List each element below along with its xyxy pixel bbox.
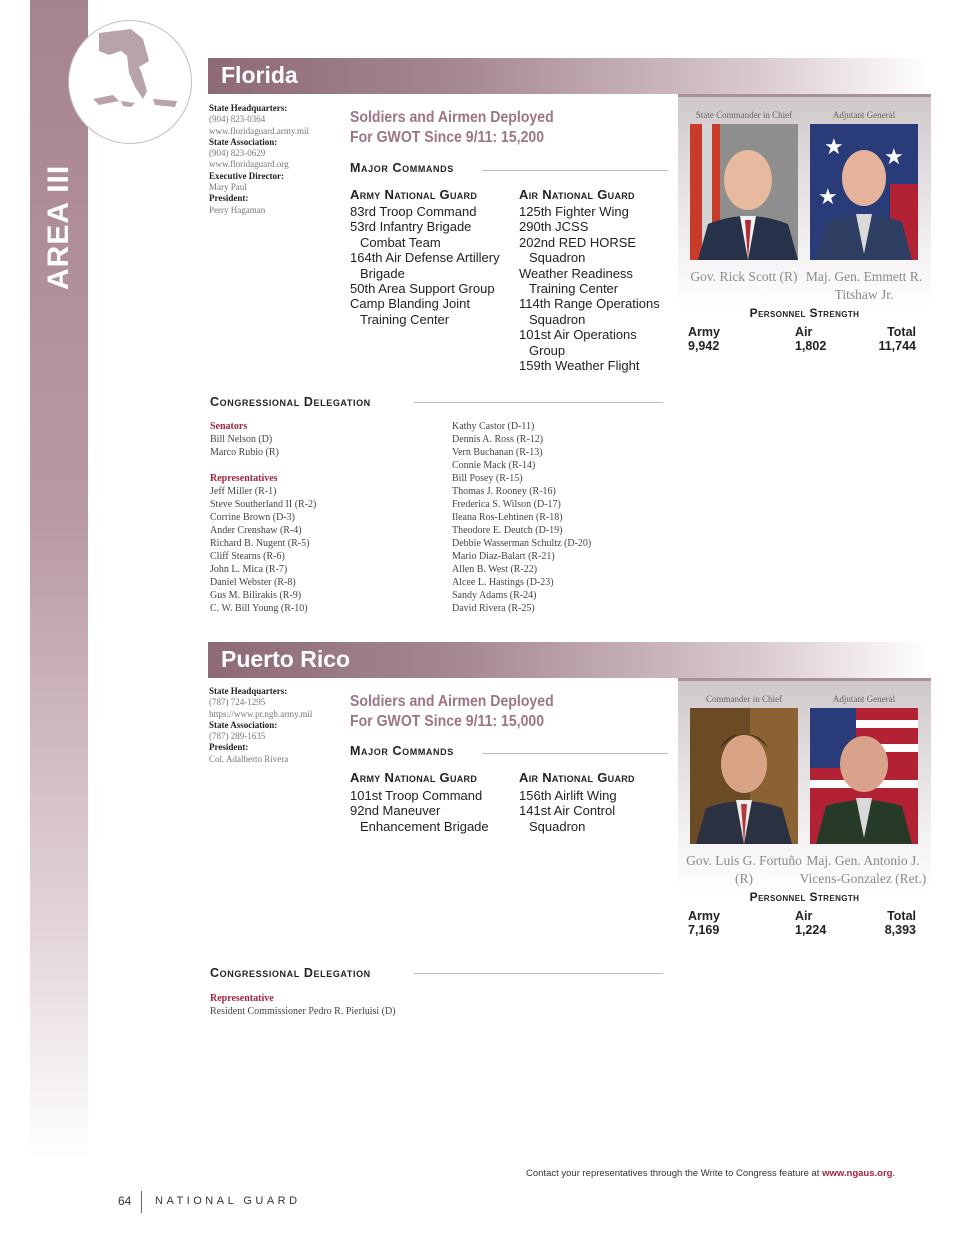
deployed-line-1: Soldiers and Airmen Deployed xyxy=(350,693,554,710)
svg-text:★: ★ xyxy=(884,145,904,170)
svg-text:★: ★ xyxy=(818,185,838,210)
leader-role: Commander in Chief xyxy=(706,694,782,704)
president-label: President: xyxy=(209,742,249,753)
total-strength xyxy=(860,325,916,353)
air-value: 1,224 xyxy=(795,923,827,937)
florida-contact-info xyxy=(209,103,309,216)
governor-name: Gov. Rick Scott (R) xyxy=(690,269,798,284)
personnel-strength-heading: Personnel Strength xyxy=(749,890,860,904)
air-commands-list xyxy=(519,204,674,373)
publication-name: NATIONAL GUARD xyxy=(155,1195,301,1207)
list-item: Bill Nelson (D) xyxy=(210,434,273,445)
adjutant-general-name: Maj. Gen. Emmett R. Titshaw Jr. xyxy=(805,269,923,302)
delegation-column-2 xyxy=(452,420,591,615)
list-item: 92nd Maneuver Enhancement Brigade xyxy=(350,803,489,834)
list-item: Connie Mack (R-14) xyxy=(452,460,536,471)
list-item: Marco Rubio (R) xyxy=(210,447,279,458)
list-item: Daniel Webster (R-8) xyxy=(210,577,296,588)
list-item: Steve Southerland II (R-2) xyxy=(210,499,317,510)
hq-label: State Headquarters: xyxy=(209,103,288,113)
list-item: Bill Posey (R-15) xyxy=(452,473,523,484)
list-item: 290th JCSS xyxy=(519,219,589,235)
army-value: 7,169 xyxy=(688,923,720,937)
list-item: John L. Mica (R-7) xyxy=(210,564,288,575)
adjutant-general-portrait xyxy=(810,708,918,844)
footer-note xyxy=(526,1168,895,1179)
leader-role: State Commander in Chief xyxy=(695,110,793,120)
divider xyxy=(141,1191,142,1213)
list-item: Richard B. Nugent (R-5) xyxy=(210,538,310,549)
list-item: Cliff Stearns (R-6) xyxy=(210,551,285,562)
total-value: 11,744 xyxy=(878,339,916,353)
puerto-rico-banner xyxy=(208,642,930,678)
major-commands-heading: Major Commands xyxy=(350,161,454,175)
army-strength xyxy=(688,325,720,353)
list-item: 53rd Infantry Brigade Combat Team xyxy=(350,219,472,250)
army-commands-list xyxy=(350,204,515,327)
puerto-rico-contact-info xyxy=(209,686,312,765)
hq-website-link[interactable]: www.floridaguard.army.mil xyxy=(209,125,310,136)
air-guard-heading: Air National Guard xyxy=(519,770,635,785)
association-phone: (787) 289-1635 xyxy=(209,731,266,742)
delegation-column-1 xyxy=(210,992,396,1018)
hq-phone: (787) 724-1295 xyxy=(209,697,266,708)
list-item: Kathy Castor (D-11) xyxy=(452,421,535,432)
air-label: Air xyxy=(795,909,813,923)
president-name: Col. Adalberto Rivera xyxy=(209,753,289,764)
personnel-strength-heading: Personnel Strength xyxy=(749,306,860,320)
total-value: 8,393 xyxy=(884,923,916,937)
congressional-delegation-heading: Congressional Delegation xyxy=(210,395,371,409)
air-value: 1,802 xyxy=(795,339,827,353)
governor-name: Gov. Luis G. Fortuño (R) xyxy=(686,853,802,886)
list-item: Resident Commissioner Pedro R. Pierluisi (D) xyxy=(210,1006,396,1017)
divider xyxy=(482,170,668,171)
air-guard-heading: Air National Guard xyxy=(519,187,635,202)
hq-label: State Headquarters: xyxy=(209,686,288,696)
leader-role: Adjutant General xyxy=(832,694,896,704)
list-item: Gus M. Bilirakis (R-9) xyxy=(210,590,302,601)
list-item: 101st Troop Command xyxy=(350,788,483,803)
governor-portrait xyxy=(690,124,798,260)
ngaus-link[interactable]: www.ngaus.org xyxy=(822,1168,893,1179)
list-item: Weather Readiness Training Center xyxy=(519,265,633,297)
army-guard-heading: Army National Guard xyxy=(350,770,478,785)
list-item: Dennis A. Ross (R-12) xyxy=(452,434,544,445)
list-item: David Rivera (R-25) xyxy=(452,603,535,614)
divider xyxy=(414,402,663,403)
association-label: State Association: xyxy=(209,719,278,730)
representative-label: Representative xyxy=(210,993,274,1004)
list-item: Vern Buchanan (R-13) xyxy=(452,447,543,458)
president-label: President: xyxy=(209,193,249,204)
list-item: Frederica S. Wilson (D-17) xyxy=(452,499,561,510)
leadership-panel xyxy=(678,678,931,893)
florida-map-icon xyxy=(69,21,192,144)
total-label: Total xyxy=(887,909,916,923)
list-item: Debbie Wasserman Schultz (D-20) xyxy=(452,538,592,549)
leader-role: Adjutant General xyxy=(832,110,896,120)
association-label: State Association: xyxy=(209,136,278,147)
total-label: Total xyxy=(887,325,916,339)
adjutant-general-portrait xyxy=(810,124,918,260)
deployed-line-1: Soldiers and Airmen Deployed xyxy=(350,109,554,126)
congressional-delegation-heading: Congressional Delegation xyxy=(210,966,371,980)
divider xyxy=(414,973,663,974)
president-name: Perry Hagaman xyxy=(209,204,266,215)
state-title: Florida xyxy=(221,62,298,88)
list-item: Mario Diaz-Balart (R-21) xyxy=(452,551,555,562)
list-item: 156th Airlift Wing xyxy=(519,788,617,803)
footer-note-suffix: . xyxy=(892,1168,896,1179)
deployed-line-2: For GWOT Since 9/11: 15,000 xyxy=(350,713,545,730)
list-item: 125th Fighter Wing xyxy=(519,204,629,219)
svg-text:★: ★ xyxy=(824,135,844,160)
major-commands-heading: Major Commands xyxy=(350,744,454,758)
association-phone: (904) 823-0629 xyxy=(209,148,266,159)
army-strength xyxy=(688,909,720,937)
list-item: 101st Air Operations Group xyxy=(519,327,637,358)
air-strength xyxy=(795,909,826,937)
association-website-link[interactable]: www.floridaguard.org xyxy=(209,159,289,170)
area-label: AREA III xyxy=(42,164,75,290)
delegation-column-1 xyxy=(210,420,316,615)
list-item: Jeff Miller (R-1) xyxy=(210,486,277,497)
list-item: Sandy Adams (R-24) xyxy=(452,590,537,601)
list-item: C. W. Bill Young (R-10) xyxy=(210,603,308,614)
hq-phone: (904) 823-0364 xyxy=(209,114,266,125)
list-item: Alcee L. Hastings (D-23) xyxy=(452,577,554,588)
footer-note-text: Contact your representatives through the Write to Congress feature at xyxy=(526,1168,823,1179)
deployed-line-2: For GWOT Since 9/11: 15,200 xyxy=(350,129,545,146)
executive-director-name: Mary Paul xyxy=(209,182,247,193)
florida-banner xyxy=(208,58,930,94)
list-item: 141st Air Control Squadron xyxy=(519,803,616,834)
deployed-heading xyxy=(350,108,632,148)
list-item: 50th Area Support Group xyxy=(350,281,495,297)
senators-label: Senators xyxy=(210,421,248,432)
army-commands-list xyxy=(350,788,510,834)
deployed-heading xyxy=(350,692,632,732)
list-item: Camp Blanding Joint Training Center xyxy=(350,296,470,327)
army-label: Army xyxy=(688,909,720,923)
list-item: Allen B. West (R-22) xyxy=(452,564,538,575)
list-item: 83rd Troop Command xyxy=(350,204,477,219)
army-guard-heading: Army National Guard xyxy=(350,187,478,202)
hq-website-link[interactable]: https://www.pr.ngb.army.mil xyxy=(209,708,313,719)
list-item: 202nd RED HORSE Squadron xyxy=(519,234,637,266)
list-item: Thomas J. Rooney (R-16) xyxy=(452,486,556,497)
army-label: Army xyxy=(688,325,720,339)
governor-portrait xyxy=(690,708,798,844)
air-commands-list xyxy=(519,788,639,834)
region-map xyxy=(68,20,192,144)
total-strength xyxy=(860,909,916,937)
adjutant-general-name: Maj. Gen. Antonio J. Vicens-Gonzalez (Ret.) xyxy=(799,853,927,886)
list-item: Corrine Brown (D-3) xyxy=(210,512,295,523)
list-item: 159th Weather Flight xyxy=(519,358,640,374)
state-title: Puerto Rico xyxy=(221,646,351,672)
army-value: 9,942 xyxy=(688,339,720,353)
list-item: 114th Range Operations Squadron xyxy=(519,296,660,327)
air-label: Air xyxy=(795,325,813,339)
air-strength xyxy=(795,325,826,353)
divider xyxy=(482,753,668,754)
list-item: Ander Crenshaw (R-4) xyxy=(210,525,302,536)
page-number: 64 xyxy=(118,1194,132,1208)
list-item: 164th Air Defense Artillery Brigade xyxy=(350,250,500,281)
list-item: Theodore E. Deutch (D-19) xyxy=(452,525,563,536)
list-item: Ileana Ros-Lehtinen (R-18) xyxy=(452,512,563,523)
leadership-panel xyxy=(678,94,931,309)
executive-director-label: Executive Director: xyxy=(209,170,285,181)
representatives-label: Representatives xyxy=(210,473,278,484)
